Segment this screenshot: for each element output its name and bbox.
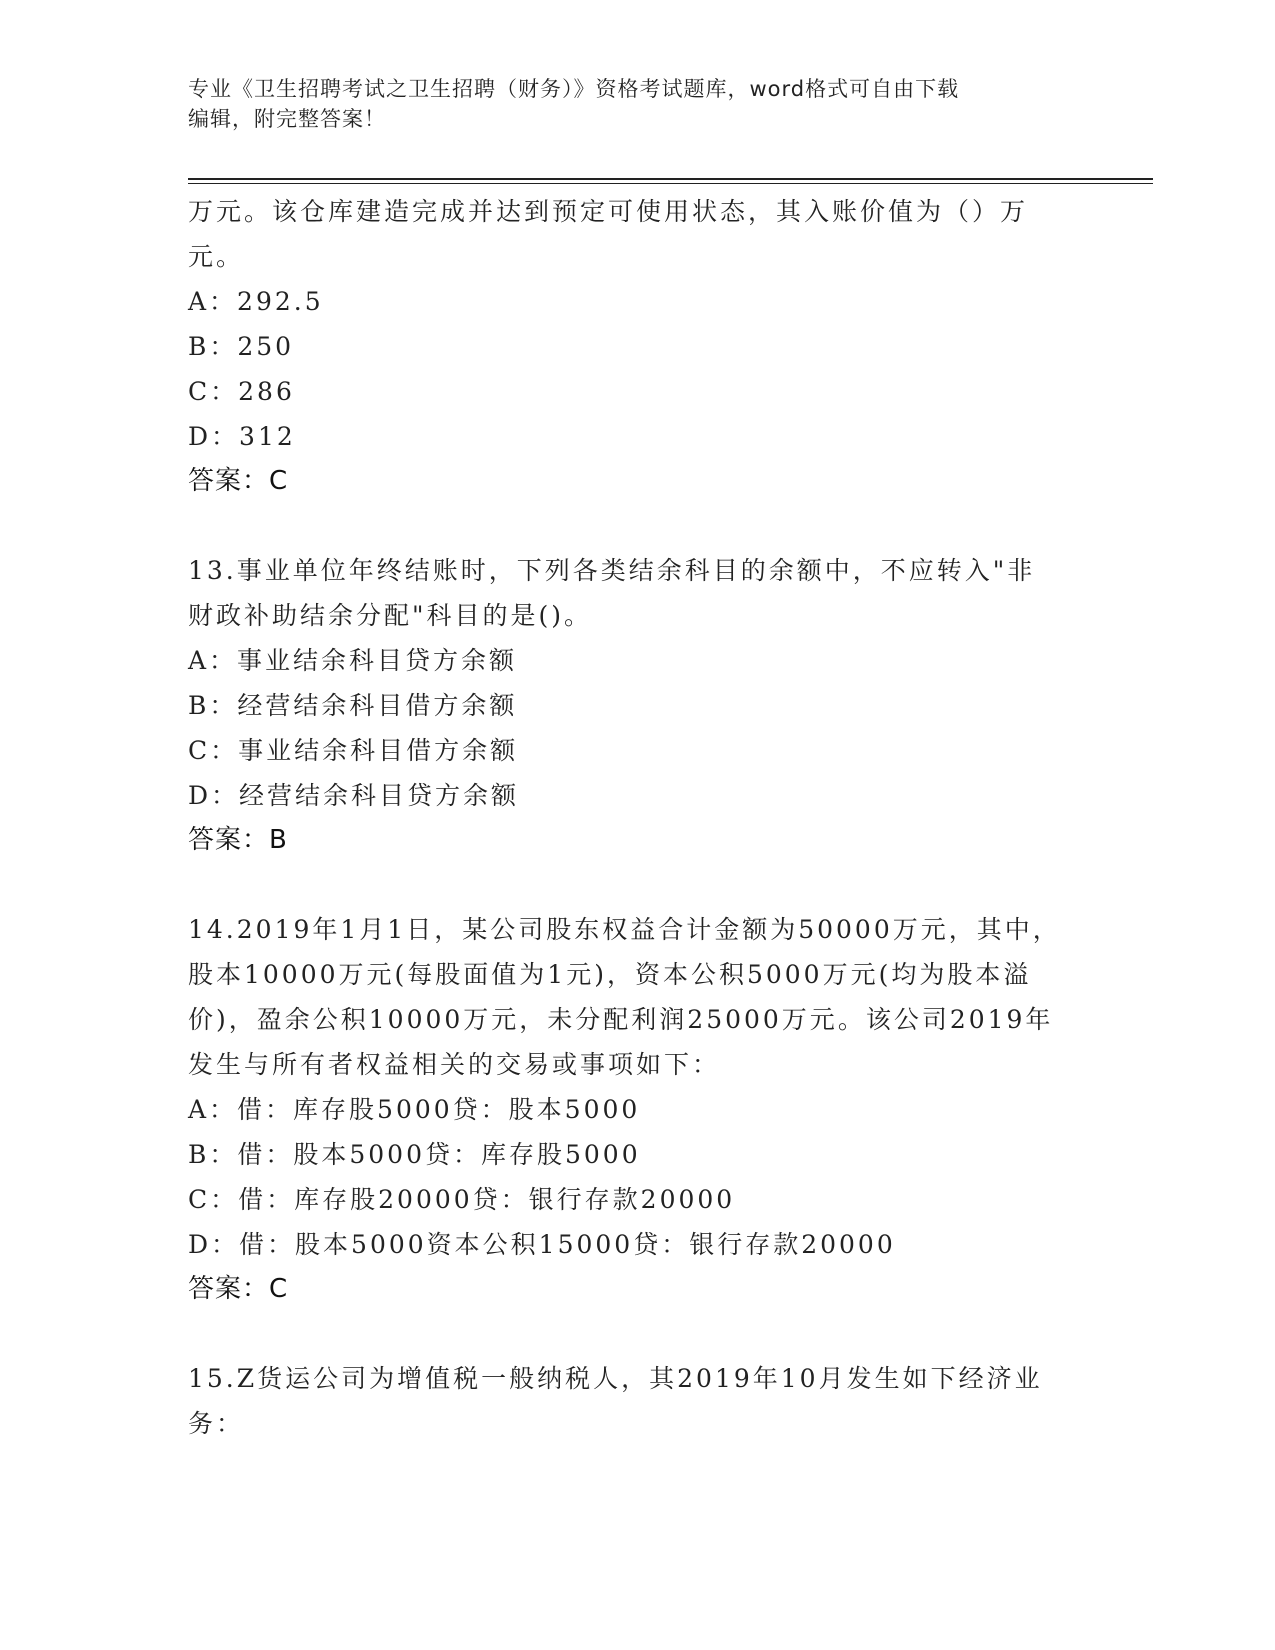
header-line-1: 专业《卫生招聘考试之卫生招聘（财务）》资格考试题库，word格式可自由下载	[188, 77, 960, 101]
spacer	[188, 504, 1068, 548]
option-d: D：经营结余科目贷方余额	[188, 781, 520, 810]
option-d: D：312	[188, 422, 296, 451]
header-divider-thin	[188, 183, 1153, 184]
answer: 答案：C	[188, 466, 289, 496]
option-a: A：事业结余科目贷方余额	[188, 646, 518, 675]
header-line-2: 编辑，附完整答案！	[188, 107, 386, 131]
option-a: A：292.5	[188, 287, 324, 316]
header-divider-thick	[188, 178, 1153, 180]
answer: 答案：C	[188, 1274, 289, 1304]
spacer	[188, 1312, 1068, 1356]
question-text: 价)，盈余公积10000万元，未分配利润25000万元。该公司2019年	[188, 1005, 1054, 1034]
option-c: C：286	[188, 377, 295, 406]
question-text: 13.事业单位年终结账时，下列各类结余科目的余额中，不应转入"非	[188, 556, 1036, 585]
question-text: 元。	[188, 242, 245, 271]
question-14	[188, 907, 1068, 1312]
question-12	[188, 189, 1068, 504]
document-header	[188, 74, 1088, 134]
question-text: 15.Z货运公司为增值税一般纳税人，其2019年10月发生如下经济业	[188, 1364, 1043, 1393]
question-15	[188, 1356, 1068, 1446]
option-b: B：经营结余科目借方余额	[188, 691, 518, 720]
option-d: D：借：股本5000资本公积15000贷：银行存款20000	[188, 1230, 896, 1259]
question-text: 股本10000万元(每股面值为1元)，资本公积5000万元(均为股本溢	[188, 960, 1032, 989]
option-c: C：事业结余科目借方余额	[188, 736, 519, 765]
option-c: C：借：库存股20000贷：银行存款20000	[188, 1185, 736, 1214]
document-body	[188, 189, 1068, 1446]
question-text: 财政补助结余分配"科目的是()。	[188, 601, 593, 630]
option-b: B：250	[188, 332, 295, 361]
spacer	[188, 863, 1068, 907]
option-a: A：借：库存股5000贷：股本5000	[188, 1095, 641, 1124]
question-text: 14.2019年1月1日，某公司股东权益合计金额为50000万元，其中，	[188, 915, 1061, 944]
question-13	[188, 548, 1068, 863]
answer: 答案：B	[188, 825, 288, 855]
question-text: 务：	[188, 1409, 245, 1438]
question-text: 发生与所有者权益相关的交易或事项如下：	[188, 1050, 721, 1079]
option-b: B：借：股本5000贷：库存股5000	[188, 1140, 641, 1169]
question-text: 万元。该仓库建造完成并达到预定可使用状态，其入账价值为（）万	[188, 197, 1029, 226]
